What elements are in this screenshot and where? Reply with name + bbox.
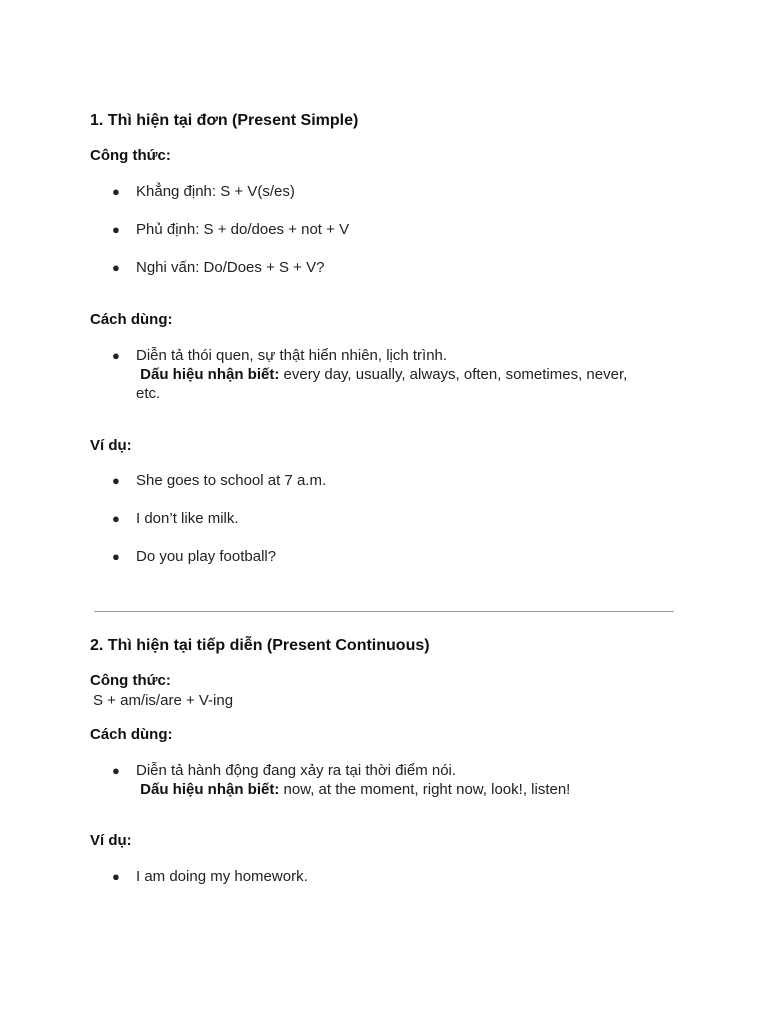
signal-label: Dấu hiệu nhận biết:: [140, 781, 280, 798]
list-item: [112, 867, 682, 886]
section2-example-label: Ví dụ:: [90, 832, 132, 849]
list-item: [112, 346, 682, 403]
list-item: [112, 547, 682, 566]
bullet-icon: ●: [112, 473, 120, 488]
example-3: Do you play football?: [136, 548, 277, 565]
example-1: She goes to school at 7 a.m.: [136, 472, 327, 489]
example-2: I don’t like milk.: [136, 510, 239, 527]
formula-affirmative: Khẳng định: S + V(s/es): [136, 183, 295, 200]
formula-question: Nghi vấn: Do/Does + S + V?: [136, 259, 325, 276]
list-item: [112, 509, 682, 528]
usage-description: Diễn tả hành động đang xảy ra tại thời điểm nói.: [136, 762, 457, 779]
list-item: [112, 182, 682, 201]
section-divider: [94, 611, 674, 612]
bullet-icon: ●: [112, 260, 120, 275]
bullet-icon: ●: [112, 549, 120, 564]
usage-text: [136, 346, 682, 403]
bullet-icon: ●: [112, 348, 120, 363]
section1-formula-label: Công thức:: [90, 147, 171, 164]
bullet-icon: ●: [112, 184, 120, 199]
bullet-icon: ●: [112, 222, 120, 237]
usage-text: [136, 761, 682, 799]
section1-title: 1. Thì hiện tại đơn (Present Simple): [90, 112, 359, 129]
bullet-icon: ●: [112, 763, 120, 778]
signal-words: every day, usually, always, often, sometimes, never,: [283, 366, 628, 383]
bullet-icon: ●: [112, 869, 120, 884]
usage-description: Diễn tả thói quen, sự thật hiển nhiên, lịch trình.: [136, 347, 448, 364]
list-item: [112, 761, 682, 799]
signal-words-continued: etc.: [136, 385, 161, 402]
list-item: [112, 220, 682, 239]
list-item: [112, 471, 682, 490]
formula-negative: Phủ định: S + do/does + not + V: [136, 221, 350, 238]
section1-usage-label: Cách dùng:: [90, 311, 173, 328]
section2-usage-label: Cách dùng:: [90, 726, 173, 743]
section1-example-label: Ví dụ:: [90, 437, 132, 454]
signal-words: now, at the moment, right now, look!, listen!: [283, 781, 571, 798]
section2-formula-label: Công thức:: [90, 672, 171, 689]
signal-label: Dấu hiệu nhận biết:: [140, 366, 280, 383]
list-item: [112, 258, 682, 277]
bullet-icon: ●: [112, 511, 120, 526]
section2-title: 2. Thì hiện tại tiếp diễn (Present Continuous): [90, 637, 430, 654]
example-1: I am doing my homework.: [136, 868, 308, 885]
section2-formula: S + am/is/are + V-ing: [93, 692, 234, 709]
